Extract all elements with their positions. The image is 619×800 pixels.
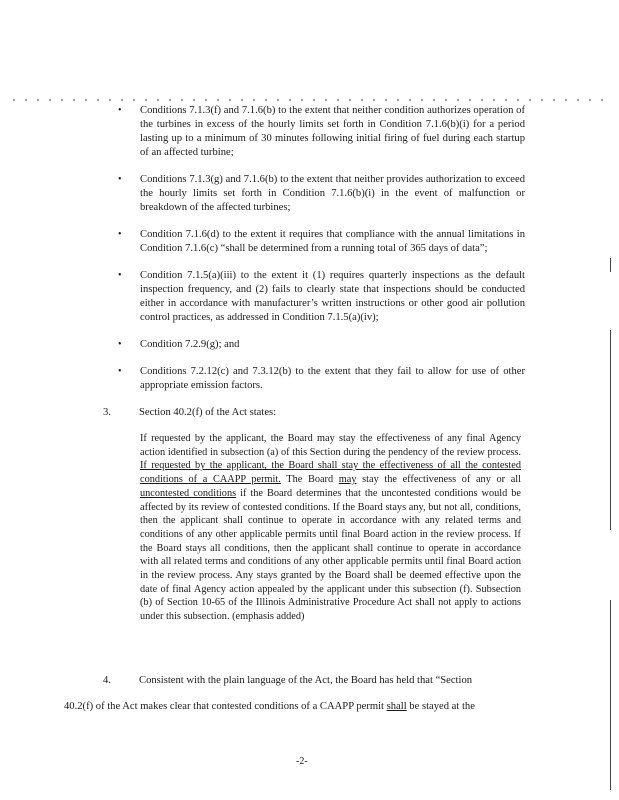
bullet-icon: •: [118, 366, 122, 377]
page-number: -2-: [296, 756, 308, 767]
emphasis-underline: uncontested conditions: [140, 487, 237, 499]
bullet-icon: •: [118, 339, 122, 350]
scan-edge-mark: [610, 600, 611, 790]
emphasis-underline: shall: [386, 701, 407, 712]
scan-edge-mark: [610, 258, 611, 272]
paragraph-number: 3.: [103, 407, 111, 418]
paragraph-text: Section 40.2(f) of the Act states:: [139, 407, 277, 418]
emphasis-underline: If requested by the applicant, the Board shall stay the effectiveness of all the contested conditions of a CAAPP permit.: [140, 460, 521, 486]
bullet-icon: •: [118, 229, 122, 240]
emphasis-underline: may: [338, 474, 357, 486]
list-item: • Conditions 7.2.12(c) and 7.3.12(b) to the extent that they fail to allow for use of other appropriate emission factors.: [118, 366, 525, 391]
scan-dotted-line: [8, 99, 608, 101]
statute-quote: If requested by the applicant, the Board may stay the effectiveness of any final Agency action identified in subsection (a) of this Section during the pendency of the review process. If requested by the applicant, the Board shall stay the effectiveness of all the contested conditions of a CAAPP permit. The Board may stay the effectiveness of any or all uncontested conditions if the Board determines that the uncontested conditions would be affected by its review of contested conditions. If the Board stays any, but not all, conditions, then the applicant shall continue to operate in accordance with any related terms and conditions of any other applicable permits until final Board action in the review process. If the Board stays all conditions, then the applicant shall continue to operate in accordance with all related terms and conditions of any other applicable permits until final Board action in the review process. Any stays granted by the Board shall be deemed effective upon the date of final Agency action appealed by the applicant under this subsection (f). Subsection (b) of Section 10-65 of the Illinois Administrative Procedure Act shall not apply to actions under this subsection. (emphasis added): [140, 433, 521, 623]
list-item: • Condition 7.2.9(g); and: [118, 339, 240, 350]
paragraph-number: 4.: [103, 675, 111, 686]
list-item: • Conditions 7.1.3(g) and 7.1.6(b) to the extent that neither provides authorization to exceed the hourly limits set forth in Condition 7.1.6(b)(i) in the event of malfunction or breakdown of the affected turbines;: [118, 174, 525, 213]
condition-bullet-list: [118, 104, 525, 406]
list-item: • Condition 7.1.6(d) to the extent it requires that compliance with the annual limitations in Condition 7.1.6(c) “shall be determined from a running total of 365 days of data”;: [118, 229, 525, 254]
paragraph-text: Consistent with the plain language of the Act, the Board has held that “Section: [139, 675, 473, 686]
list-item: • Condition 7.1.5(a)(iii) to the extent it (1) requires quarterly inspections as the default inspection frequency, and (2) fails to clearly state that inspections should be conducted either in accordance with manufacturer’s written instructions or other good air pollution control practices, as addressed in Condition 7.1.5(a)(iv);: [118, 270, 525, 323]
bullet-icon: •: [118, 174, 122, 185]
scan-edge-mark: [610, 330, 611, 530]
paragraph-continuation: 40.2(f) of the Act makes clear that contested conditions of a CAAPP permit shall be stayed at the: [64, 701, 475, 712]
bullet-icon: •: [118, 105, 122, 116]
bullet-icon: •: [118, 270, 122, 281]
list-item: • Conditions 7.1.3(f) and 7.1.6(b) to the extent that neither condition authorizes operation of the turbines in excess of the hourly limits set forth in Condition 7.1.6(b)(i) for a period lasting up to a minimum of 30 minutes following initial firing of fuel during each startup of an affected turbine;: [118, 105, 525, 158]
